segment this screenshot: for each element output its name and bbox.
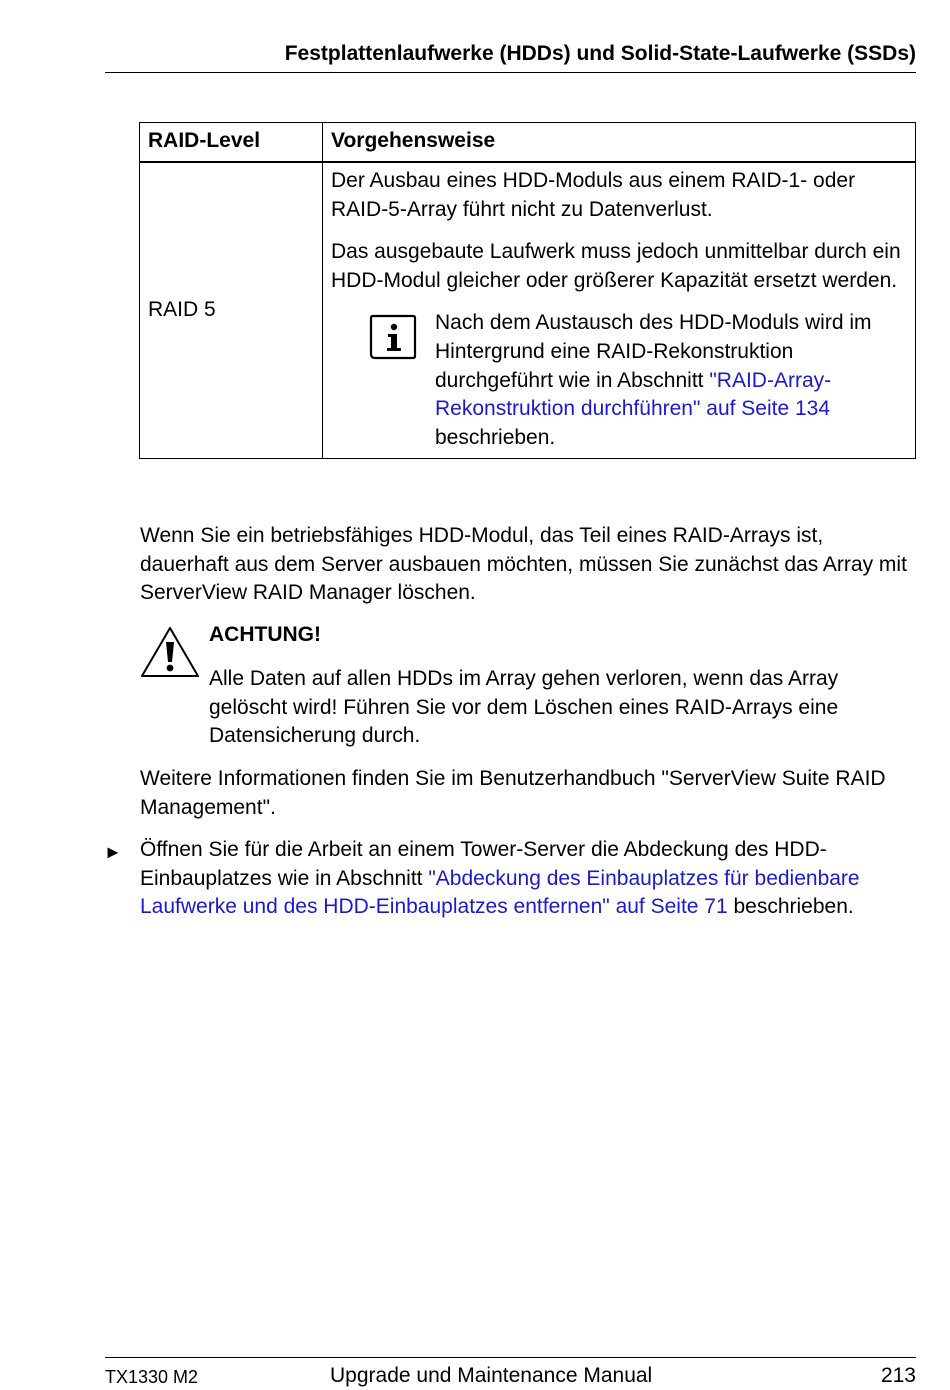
footer-rule [105,1357,916,1358]
procedure-paragraph: Das ausgebaute Laufwerk muss jedoch unmittelbar durch ein HDD-Modul gleicher oder größerer Kapazität ersetzt werden. [331,240,901,292]
raid-procedure-table [139,122,916,459]
info-note-text: Nach dem Austausch des HDD-Moduls wird im Hintergrund eine RAID-Rekonstruktion durchgeführt wie in Abschnitt [435,311,872,392]
table-row [140,162,916,459]
header-rule [105,72,916,73]
step-text-end: beschrieben. [727,895,854,919]
page-number: 213 [880,1364,916,1387]
step-bullet-icon: ► [104,842,122,862]
column-header-raid-level: RAID-Level [140,123,323,163]
procedure-paragraph: Der Ausbau eines HDD-Moduls aus einem RAID-1- oder RAID-5-Array führt nicht zu Datenverlust. [331,169,856,221]
page-header-title: Festplattenlaufwerke (HDDs) und Solid-State-Laufwerke (SSDs) [284,42,916,65]
footer-manual-title: Upgrade und Maintenance Manual [330,1364,653,1387]
raid-level-cell: RAID 5 [140,162,323,459]
table-header-row [140,123,916,163]
caution-title: ACHTUNG! [209,623,321,646]
body-paragraph: Wenn Sie ein betriebsfähiges HDD-Modul, das Teil eines RAID-Arrays ist, dauerhaft aus dem Server ausbauen möchten, müssen Sie zunächst das Array mit ServerView RAID Manager löschen. [140,524,907,605]
procedure-cell [323,162,916,459]
caution-text: Alle Daten auf allen HDDs im Array gehen verloren, wenn das Array gelöscht wird! Führen Sie vor dem Löschen eines RAID-Arrays eine Datensicherung durch. [209,667,839,748]
info-note [331,309,907,452]
info-note-text-end: beschrieben. [435,425,556,449]
footer-model: TX1330 M2 [105,1367,199,1387]
step-text: Öffnen Sie für die Arbeit an einem Tower-Server die Abdeckung des HDD-Einbauplatzes wie in Abschnitt [140,838,827,890]
column-header-procedure: Vorgehensweise [323,123,916,163]
warning-triangle-icon [138,624,202,682]
cross-reference-link[interactable]: "Abdeckung des Einbauplatzes für bedienbare Laufwerke und des HDD-Einbauplatzes entfernen" auf Seite 71 [140,866,860,919]
step-instruction [140,836,916,922]
info-icon [369,313,417,361]
body-paragraph: Weitere Informationen finden Sie im Benutzerhandbuch "ServerView Suite RAID Management". [140,767,886,819]
cross-reference-link[interactable]: "RAID-Array-Rekonstruktion durchführen" auf Seite 134 [435,368,832,421]
